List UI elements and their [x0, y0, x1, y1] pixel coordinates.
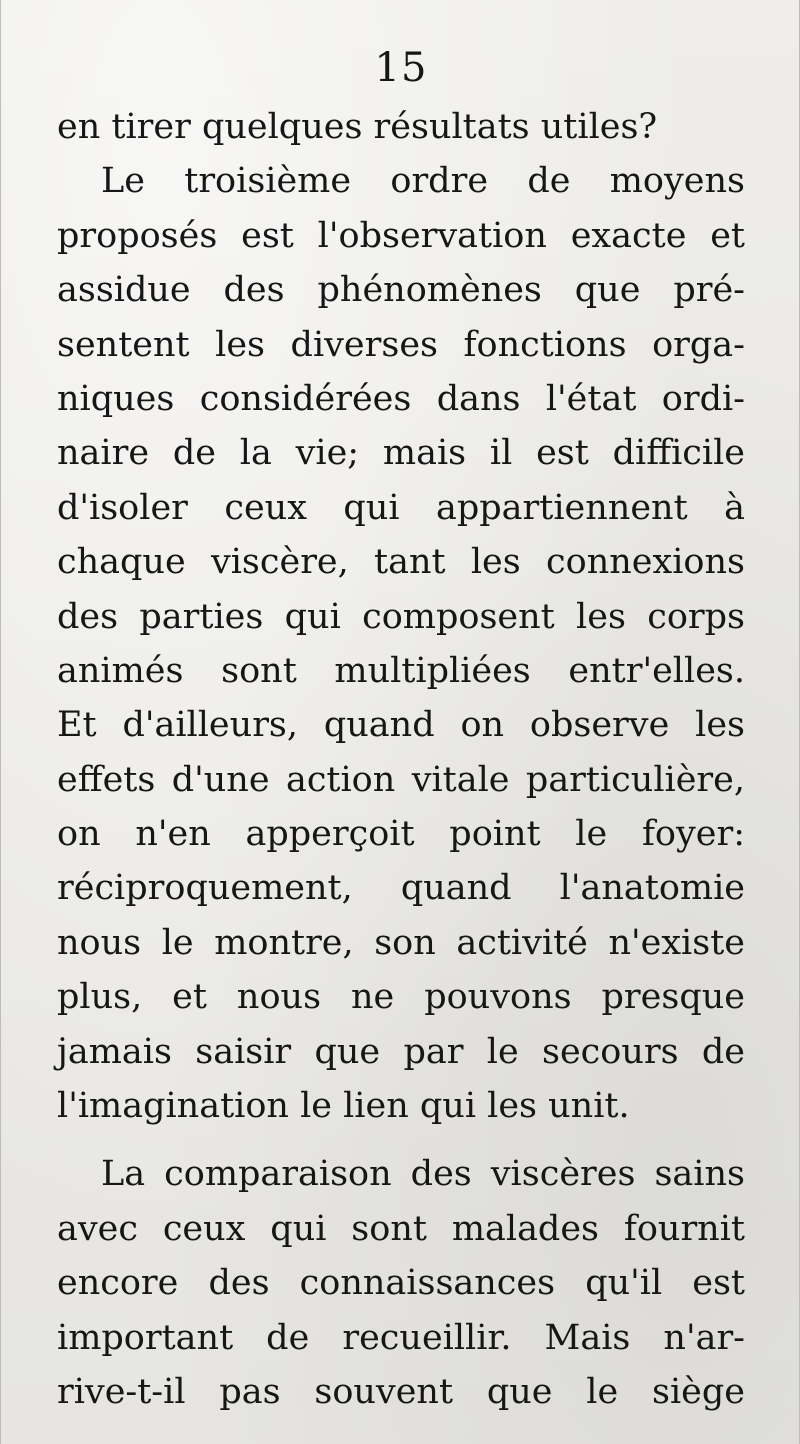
text-line: l'imagination le lien qui les unit.	[57, 1086, 630, 1127]
text-line: des parties qui composent les corps	[57, 596, 745, 637]
paragraph	[57, 154, 745, 1133]
text-line: Le troisième ordre de moyens	[101, 161, 745, 202]
text-line: effets d'une action vitale particulière,	[57, 759, 745, 800]
text-line: encore des connaissances qu'il est	[57, 1263, 745, 1304]
text-line: en tirer quelques résultats utiles?	[57, 107, 658, 147]
text-line: rive-t-il pas souvent que le siège	[57, 1371, 745, 1412]
text-line: plus, et nous ne pouvons presque	[57, 977, 745, 1018]
text-line: on n'en apperçoit point le foyer:	[57, 814, 745, 855]
text-line: animés sont multipliées entr'elles.	[57, 650, 745, 691]
text-line: assidue des phénomènes que pré-	[57, 270, 745, 311]
text-line: La comparaison des viscères sains	[101, 1154, 745, 1195]
text-line: sentent les diverses fonctions orga-	[57, 324, 745, 365]
page-number: 15	[374, 45, 428, 91]
body-text	[57, 100, 745, 1419]
text-line: réciproquement, quand l'anatomie	[57, 868, 745, 909]
text-line: d'isoler ceux qui appartiennent à	[57, 487, 745, 528]
text-line: Et d'ailleurs, quand on observe les	[57, 705, 745, 746]
text-line: chaque viscère, tant les connexions	[57, 542, 745, 583]
paragraph	[57, 1147, 745, 1419]
paragraph-continued	[57, 100, 745, 154]
text-line: naire de la vie; mais il est difficile	[57, 433, 745, 474]
text-line: avec ceux qui sont malades fournit	[57, 1208, 745, 1249]
text-line: important de recueillir. Mais n'ar-	[57, 1317, 745, 1358]
paragraph-gap	[57, 1133, 745, 1147]
text-line: jamais saisir que par le secours de	[57, 1031, 745, 1072]
text-line: niques considérées dans l'état ordi-	[57, 378, 745, 419]
text-line: proposés est l'observation exacte et	[57, 215, 745, 256]
text-line: nous le montre, son activité n'existe	[57, 922, 745, 963]
